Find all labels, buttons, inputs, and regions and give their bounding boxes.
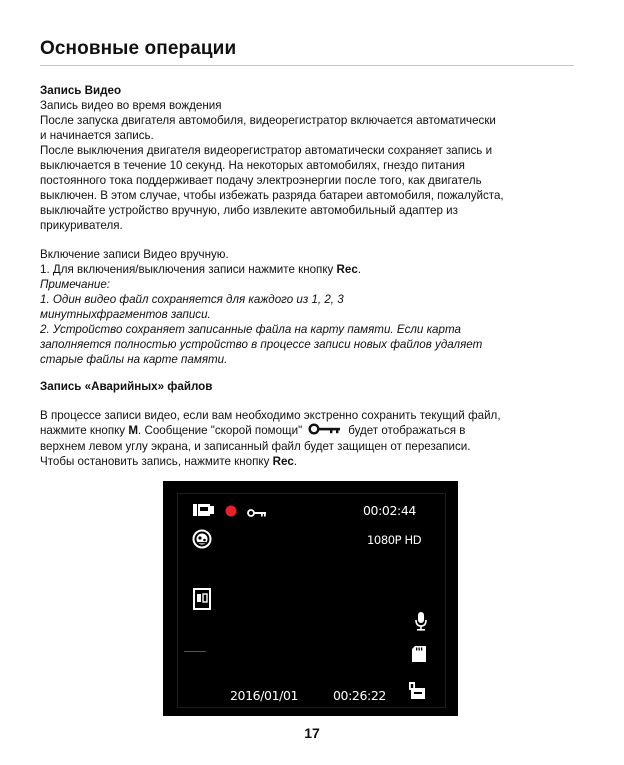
- text-line: После выключения двигателя видеорегистратор автоматически сохраняет запись и: [40, 144, 493, 157]
- parking-icon: [409, 681, 427, 706]
- motion-detect-icon: [192, 529, 212, 554]
- rec-key-label: Rec: [336, 263, 358, 276]
- text-fragment: . Сообщение "скорой помощи": [138, 424, 303, 438]
- text-line: постоянного тока поддерживает подачу электроэнергии после того, как двигатель: [40, 174, 482, 187]
- text-line: и начинается запись.: [40, 129, 154, 142]
- section-emergency: [40, 408, 580, 469]
- section-heading: Запись «Аварийных» файлов: [40, 380, 213, 393]
- text-line: [40, 423, 580, 439]
- recording-time: 00:02:44: [363, 503, 416, 518]
- text-fragment: Чтобы остановить запись, нажмите кнопку: [40, 455, 273, 468]
- text-line: выключайте устройство вручную, либо извлеките автомобильный адаптер из: [40, 204, 458, 217]
- step-prefix: 1. Для включения/выключения записи нажмите кнопку: [40, 263, 337, 276]
- section-emergency-heading: [40, 379, 580, 394]
- page-number: 17: [304, 725, 320, 741]
- note-line: 2. Устройство сохраняет записанные файла на карту памяти. Если карта: [40, 323, 461, 336]
- sd-card-icon: [411, 645, 427, 668]
- text-line: верхнем левом углу экрана, и записанный файл будет защищен от перезаписи.: [40, 440, 471, 453]
- microphone-icon: [415, 611, 427, 636]
- text-line: прикуривателя.: [40, 219, 123, 232]
- screen-border: [177, 493, 446, 708]
- text-line: Запись видео во время вождения: [40, 99, 222, 112]
- note-line: 1. Один видео файл сохраняется для каждого из 1, 2, 3: [40, 293, 344, 306]
- m-key-label: M: [128, 424, 138, 438]
- ev-icon: [193, 588, 211, 615]
- text-line: В процессе записи видео, если вам необходимо экстренно сохранить текущий файл,: [40, 409, 501, 422]
- text-fragment: нажмите кнопку: [40, 424, 129, 438]
- page-title: Основные операции: [40, 38, 237, 59]
- text-line: выключен. В этом случае, чтобы избежать разряда батареи автомобиля, пожалуйста,: [40, 189, 504, 202]
- key-icon: [308, 423, 342, 439]
- note-line: заполняется полностью устройство в процессе записи новых файлов удаляет: [40, 338, 483, 351]
- section-video: [40, 83, 580, 233]
- step-suffix: .: [357, 263, 362, 276]
- resolution-label: 1080P HD: [367, 533, 422, 547]
- text-line: [40, 454, 580, 469]
- step-line: [40, 262, 580, 277]
- section-heading: Запись Видео: [40, 84, 122, 97]
- note-label: Примечание:: [40, 278, 110, 291]
- note-line: минутныхфрагментов записи.: [40, 308, 211, 321]
- record-dot-icon: [225, 504, 237, 522]
- camera-icon: [193, 502, 215, 523]
- title-divider: [40, 65, 574, 66]
- text-fragment: .: [293, 455, 298, 468]
- key-icon: [247, 505, 267, 523]
- text-line: После запуска двигателя автомобиля, видеорегистратор включается автоматически: [40, 114, 496, 127]
- clock-display: 00:26:22: [333, 688, 386, 703]
- dashcam-screen: [163, 481, 458, 716]
- rec-key-label: Rec: [272, 455, 294, 468]
- date-display: 2016/01/01: [230, 688, 299, 703]
- text-line: Включение записи Видео вручную.: [40, 248, 229, 261]
- note-line: старые файлы на карте памяти.: [40, 353, 228, 366]
- section-manual: [40, 247, 580, 367]
- text-fragment: будет отображаться в: [348, 424, 466, 438]
- text-line: выключается в течение 10 секунд. На некоторых автомобилях, гнездо питания: [40, 159, 465, 172]
- divider-mark: [184, 651, 206, 652]
